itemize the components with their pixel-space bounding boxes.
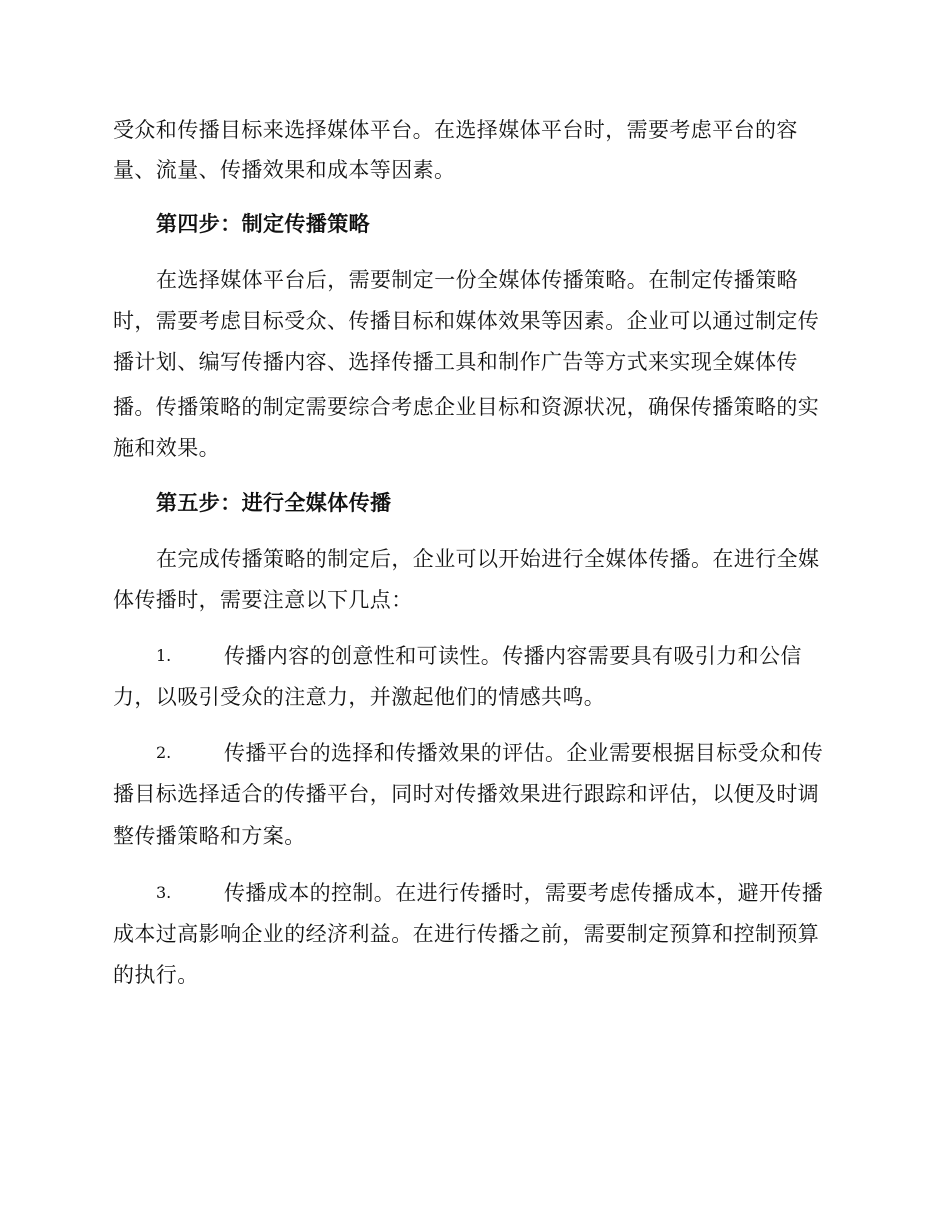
intro-line-1: 受众和传播目标来选择媒体平台。在选择媒体平台时，需要考虑平台的容 [113, 118, 798, 142]
list-item-number: 1. [156, 646, 172, 665]
step4-heading: 第四步：制定传播策略 [156, 211, 370, 236]
list-item-line: 传播成本的控制。在进行传播时，需要考虑传播成本，避开传播 [224, 881, 824, 905]
list-item-line: 传播内容的创意性和可读性。传播内容需要具有吸引力和公信 [224, 644, 802, 668]
step5-line-2: 体传播时，需要注意以下几点： [113, 588, 413, 612]
list-item-line: 传播平台的选择和传播效果的评估。企业需要根据目标受众和传 [224, 741, 824, 765]
step4-line-2: 时，需要考虑目标受众、传播目标和媒体效果等因素。企业可以通过制定传 [113, 309, 820, 333]
list-item-line: 整传播策略和方案。 [113, 824, 306, 848]
step4-line-4: 播。传播策略的制定需要综合考虑企业目标和资源状况，确保传播策略的实 [113, 395, 820, 419]
list-item-line: 成本过高影响企业的经济利益。在进行传播之前，需要制定预算和控制预算 [113, 922, 820, 946]
step5-line-1: 在完成传播策略的制定后，企业可以开始进行全媒体传播。在进行全媒 [156, 547, 820, 571]
list-item-line: 播目标选择适合的传播平台，同时对传播效果进行跟踪和评估，以便及时调 [113, 782, 820, 806]
step4-line-3: 播计划、编写传播内容、选择传播工具和制作广告等方式来实现全媒体传 [113, 350, 798, 374]
list-item-line: 的执行。 [113, 963, 199, 987]
list-item-number: 3. [156, 883, 172, 902]
list-item-number: 2. [156, 743, 172, 762]
list-item-line: 力，以吸引受众的注意力，并激起他们的情感共鸣。 [113, 685, 606, 709]
intro-line-2: 量、流量、传播效果和成本等因素。 [113, 158, 456, 182]
step5-heading: 第五步：进行全媒体传播 [156, 490, 392, 515]
step4-line-1: 在选择媒体平台后，需要制定一份全媒体传播策略。在制定传播策略 [156, 268, 798, 292]
step4-line-5: 施和效果。 [113, 436, 220, 460]
